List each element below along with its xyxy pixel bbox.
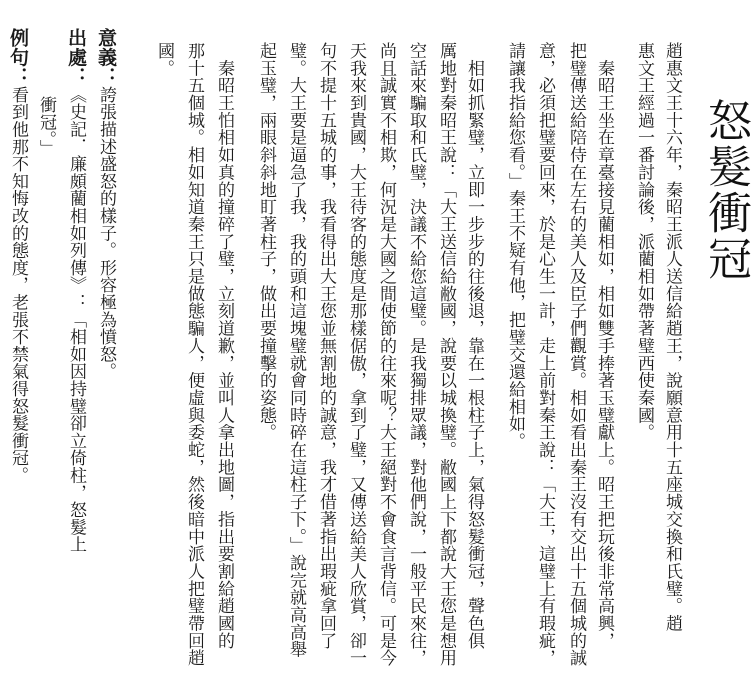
example-label: 例句： (7, 28, 29, 86)
paragraph-line: 空話來騙取和氏璧，決議不給您這璧。是我獨排眾議，對他們說，一般平民來往， (406, 42, 426, 667)
meaning-text: 誇張描述盛怒的樣子。形容極為憤怒。 (96, 85, 116, 381)
page-title: 怒髮衝冠 (700, 98, 751, 282)
paragraph-line: 那十五個城。相如知道秦王只是做態騙人，便虛與委蛇，然後暗中派人把璧帶回趙 (184, 42, 204, 667)
paragraph-line: 惠文王經過一番討論後，派藺相如帶著璧西使秦國。 (634, 42, 654, 442)
meaning-label: 意義： (95, 28, 117, 86)
paragraph-line: 請讓我指給您看。」秦王不疑有他，把璧交還給相如。 (505, 42, 525, 450)
paragraph-line: 把璧傳送給陪侍在左右的美人及臣子們觀賞。相如看出秦王沒有交出十五個城的誠 (566, 42, 586, 667)
paragraph-line: 趙惠文王十六年，秦昭王派人送信給趙王，說願意用十五座城交換和氏璧。趙 (662, 42, 682, 632)
paragraph-line: 天我來到貴國，大王待客的態度是那樣倨傲，拿到了璧，又傳送給美人欣賞，卻一 (346, 42, 366, 667)
meaning-note (92, 28, 120, 380)
paragraph-line: 秦昭王坐在章臺接見藺相如，相如雙手捧著玉璧獻上。昭王把玩後非常高興， (594, 42, 614, 650)
paragraph-line: 國。 (154, 42, 174, 77)
example-text: 看到他那不知悔改的態度，老張不禁氣得怒髮衝冠。 (8, 85, 28, 484)
paragraph-line: 厲地對秦昭王說：「大王送信給敝國，說要以城換璧。敝國上下都說大王您是想用 (436, 42, 456, 667)
paragraph-line: 意，必須把璧要回來，於是心生一計，走上前對秦王說：「大王，這璧上有瑕疵， (535, 42, 555, 667)
source-text: 《史記．廉頗藺相如列傳》：「相如因持璧卻立倚柱，怒髮上 (66, 85, 86, 554)
paragraph-line: 相如抓緊璧，立即一步步的往後退，靠在一根柱子上，氣得怒髮衝冠，聲色俱 (464, 42, 484, 650)
source-note-continuation: 衝冠。」 (36, 96, 56, 157)
paragraph-line: 句不提十五城的事，我看得出大王您並無割地的誠意，我才借著指出瑕疵拿回了 (316, 42, 336, 650)
source-label: 出處： (65, 28, 87, 86)
source-note (62, 28, 90, 553)
paragraph-line: 秦昭王怕相如真的撞碎了璧，立刻道歉，並叫人拿出地圖，指出要割給趙國的 (214, 42, 234, 650)
paragraph-line: 璧。大王要是逼急了我，我的頭和這塊璧就會同時碎在這柱子下。」說完就高高舉 (286, 42, 306, 659)
example-note (4, 28, 32, 484)
paragraph-line: 尚且誠實不相欺，何況是大國之間使節的往來呢？大王絕對不會食言背信。可是今 (376, 42, 396, 667)
paragraph-line: 起玉璧，兩眼斜斜地盯著柱子，做出要撞擊的姿態。 (256, 42, 276, 442)
